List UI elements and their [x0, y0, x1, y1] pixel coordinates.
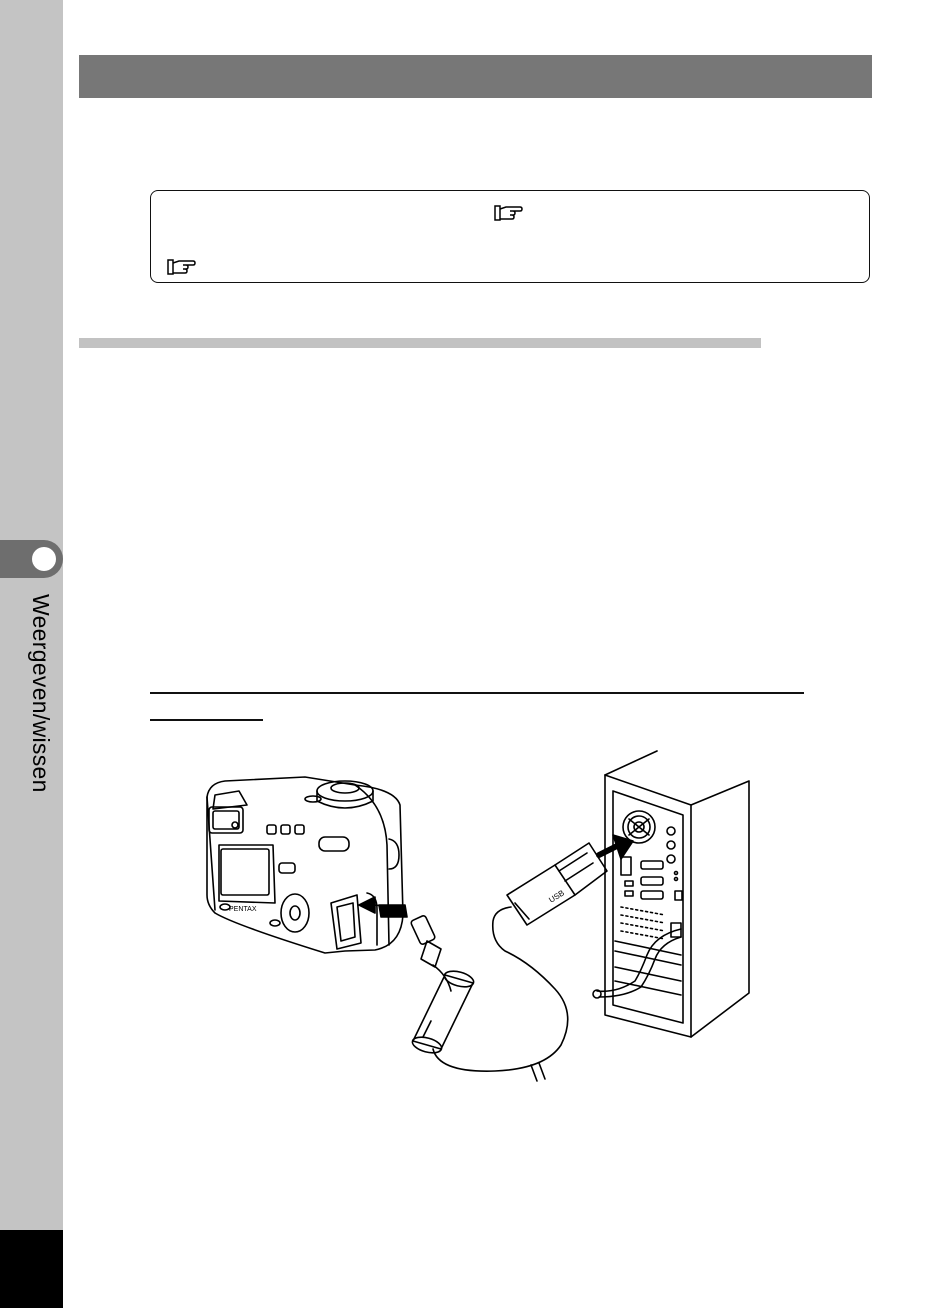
- chapter-number-badge: [25, 540, 63, 578]
- svg-text:USB: USB: [547, 888, 567, 905]
- svg-text:PENTAX: PENTAX: [229, 906, 257, 913]
- chapter-number-circle: [32, 547, 56, 571]
- computer-tower-illustration: [593, 751, 749, 1037]
- usb-a-plug: [507, 843, 607, 925]
- usb-mini-plug: [410, 915, 451, 991]
- subheading-rule: [79, 338, 761, 348]
- section-header-bar: [79, 55, 872, 98]
- underline-rule: [150, 719, 263, 721]
- underline-rule: [150, 692, 804, 694]
- ferrite-core: [411, 968, 476, 1055]
- pointing-hand-icon: [494, 203, 524, 223]
- section-label: Weergeven/wissen: [28, 594, 54, 793]
- page-number-block: [0, 1230, 63, 1308]
- reference-note-box: [150, 190, 870, 283]
- pointing-hand-icon: [167, 257, 197, 277]
- camera-illustration: [207, 777, 403, 953]
- camera-usb-computer-illustration: [195, 745, 765, 1090]
